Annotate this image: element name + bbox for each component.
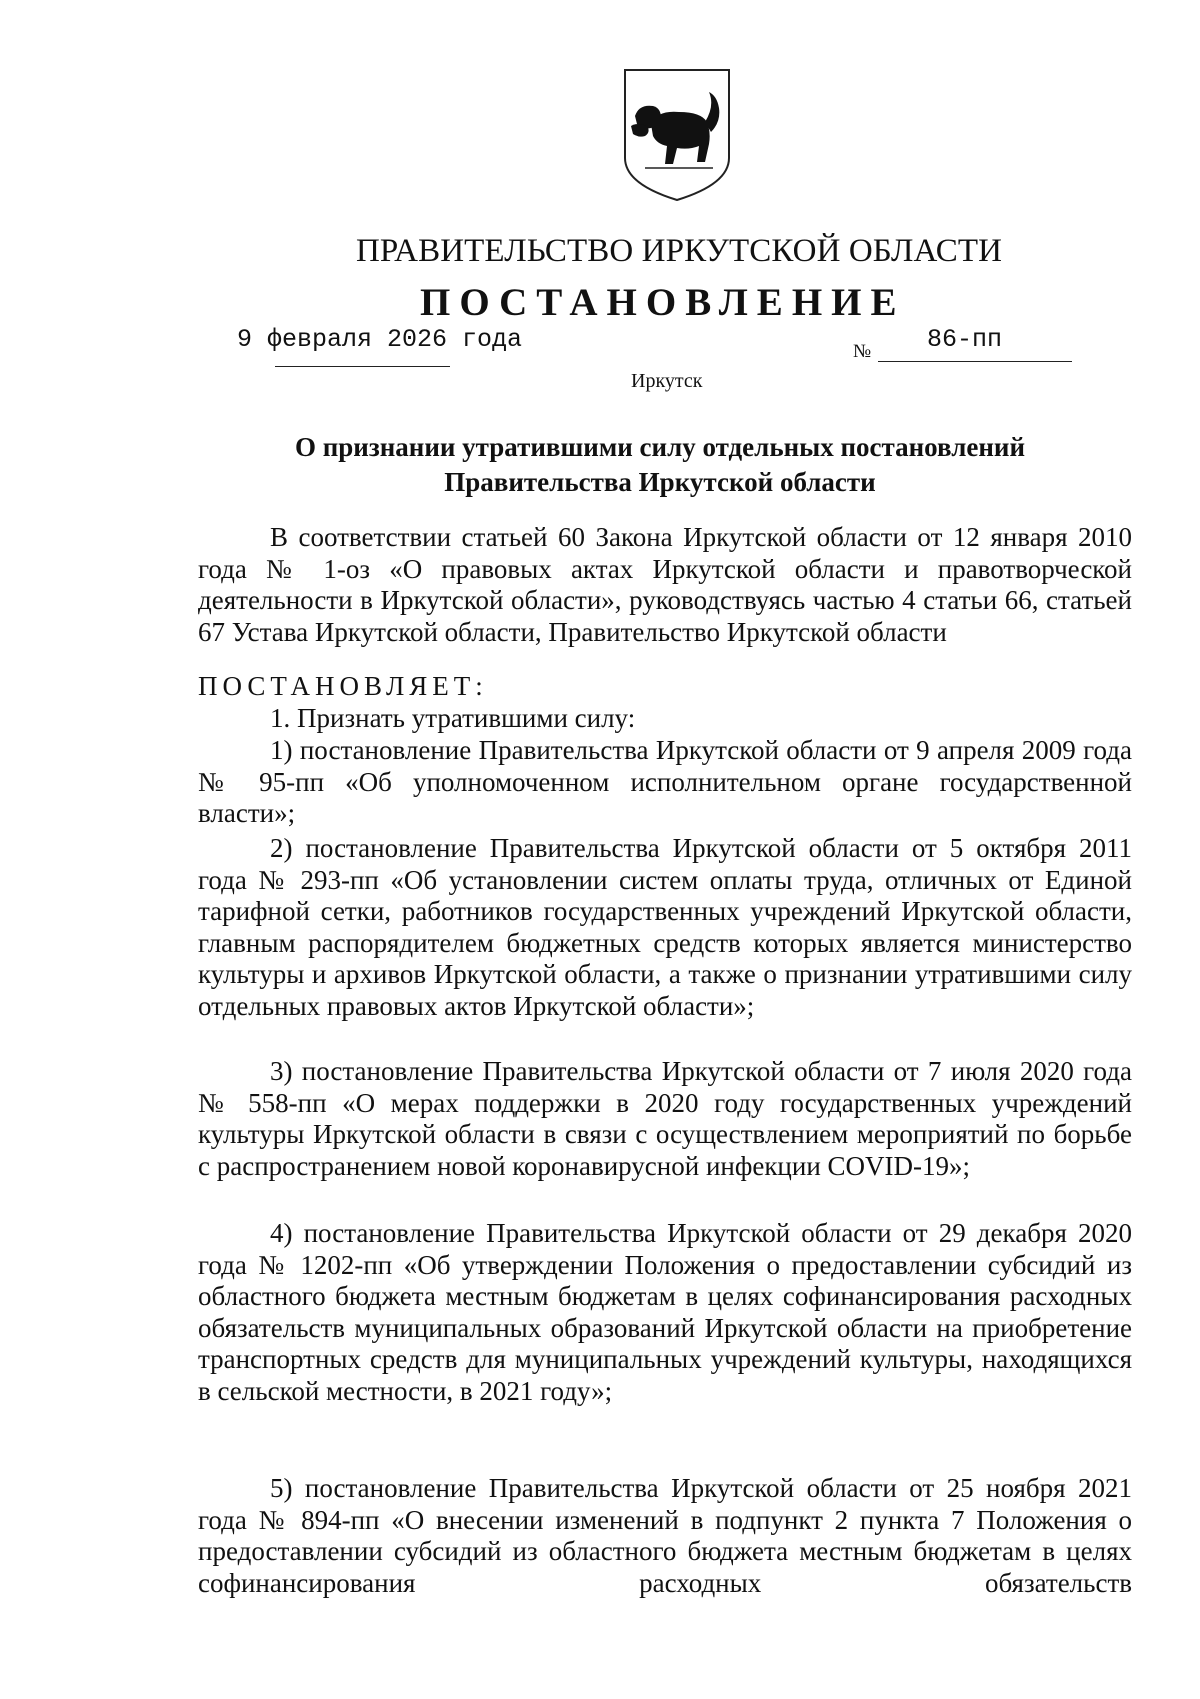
document-date: 9 февраля 2026 года <box>237 325 523 354</box>
subitem-3: 3) постановление Правительства Иркутской области от 7 июля 2020 года № 558-пп «О мерах поддержки в 2020 году государственных учреждений культуры Иркутской области в связи с осуществлением мероприятий по борьбе с распространением новой коронавирусной инфекции COVID-19»; <box>198 1056 1132 1181</box>
document-title <box>200 430 1120 500</box>
preamble-paragraph: В соответствии статьей 60 Закона Иркутской области от 12 января 2010 года № 1-оз «О правовых актах Иркутской области и правотворческой деятельности в Иркутской области», руководствуясь частью 4 статьи 66, статьей 67 Устава Иркутской области, Правительство Иркутской области <box>198 522 1132 647</box>
title-line-2: Правительства Иркутской области <box>444 467 876 497</box>
coat-of-arms-icon <box>617 66 737 206</box>
number-underline <box>878 361 1072 362</box>
item-1: 1. Признать утратившими силу: <box>270 703 636 733</box>
city: Иркутск <box>631 370 703 392</box>
subitem-2: 2) постановление Правительства Иркутской области от 5 октября 2011 года № 293-пп «Об установлении систем оплаты труда, отличных от Единой тарифной сетки, работников государственных учреждений Иркутской области, главным распорядителем бюджетных средств которых является министерство культуры и архивов Иркутской области, а также о признании утратившими силу отдельных правовых актов Иркутской области»; <box>198 833 1132 1021</box>
date-underline <box>275 366 450 367</box>
subitem-4: 4) постановление Правительства Иркутской области от 29 декабря 2020 года № 1202-пп «Об утверждении Положения о предоставлении субсидий из областного бюджета местным бюджетам в целях софинансирования расходных обязательств муниципальных образований Иркутской области на приобретение транспортных средств для муниципальных учреждений культуры, находящихся в сельской местности, в 2021 году»; <box>198 1218 1132 1406</box>
resolves-heading: ПОСТАНОВЛЯЕТ: <box>198 671 488 701</box>
subitem-1: 1) постановление Правительства Иркутской области от 9 апреля 2009 года № 95-пп «Об уполномоченном исполнительном органе государственной власти»; <box>198 735 1132 828</box>
subitem-5: 5) постановление Правительства Иркутской области от 25 ноября 2021 года № 894-пп «О внесении изменений в подпункт 2 пункта 7 Положения о предоставлении субсидий из областного бюджета местным бюджетам в целях софинансирования расходных обязательств <box>198 1473 1132 1598</box>
document-number: 86-пп <box>927 325 1003 354</box>
government-name: ПРАВИТЕЛЬСТВО ИРКУТСКОЙ ОБЛАСТИ <box>356 233 1003 269</box>
document-type: ПОСТАНОВЛЕНИЕ <box>420 281 906 324</box>
number-sign: № <box>853 341 872 362</box>
title-line-1: О признании утратившими силу отдельных постановлений <box>294 432 1026 462</box>
